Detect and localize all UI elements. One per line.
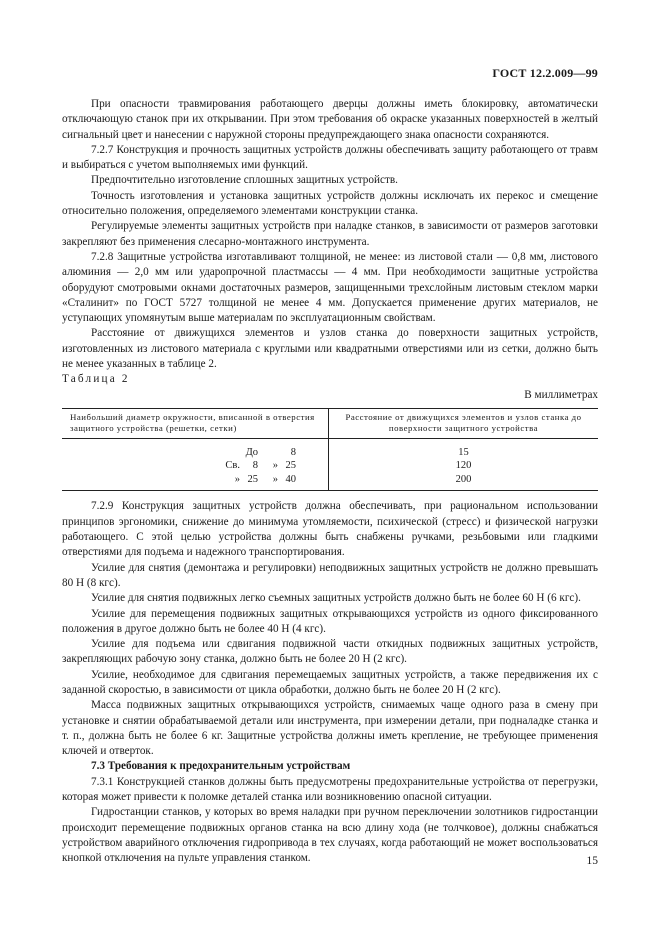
paragraph: Масса подвижных защитных открывающихся устройств, снимаемых чаще одного раза в смену при установке и снятии обрабатываемой детали или инструмента, при измерении детали, при подналадке станка и т. п., должна быть не более 6 кг. Защитные устройства должны иметь крепление, не требующее применения ключей и отверток. bbox=[62, 699, 598, 758]
body-text bbox=[62, 97, 598, 867]
range-prefix: » bbox=[234, 473, 240, 485]
paragraph: Регулируемые элементы защитных устройств при наладке станков, в зависимости от размеров заготовки закрепляют без применения слесарно-монтажного инструмента. bbox=[62, 220, 598, 248]
paragraph: Расстояние от движущихся элементов и узлов станка до поверхности защитных устройств, изготовленных из листового материала с круглыми или квадратными отверстиями или из сетки, должно быть не менее указанных в таблице 2. bbox=[62, 327, 598, 371]
paragraph: Точность изготовления и установка защитных устройств должны исключать их перекос и смещение относительно положения, определяемого элементами конструкции станка. bbox=[62, 189, 598, 218]
table-header-row bbox=[62, 408, 598, 438]
range-mid: » bbox=[272, 473, 278, 485]
range-mid bbox=[258, 446, 278, 460]
page-number: 15 bbox=[586, 855, 598, 867]
range-to: 25 bbox=[285, 460, 296, 472]
paragraph: Усилие для перемещения подвижных защитных открывающихся устройств из одного фиксированного положения в другое должно быть не более 40 Н (4 кгс). bbox=[62, 607, 598, 635]
paragraph: 7.2.8 Защитные устройства изготавливают толщиной, не менее: из листовой стали — 0,8 мм, листового алюминия — 2,0 мм или ударопрочной пластмассы — 4 мм. При необходимости защитные устройства оборудуют смотровыми окнами достаточных размеров, защищенными трехслойным листовым стеклом марки «Сталинит» по ГОСТ 5727 толщиной не менее 4 мм. Допускается применение других материалов, не уступающих упомянутым выше материалам по эксплуатационным свойствам. bbox=[62, 250, 598, 325]
table-col2-header: Расстояние от движущихся элементов и узлов станка до поверхности защитного устройства bbox=[329, 408, 599, 438]
distance-cell bbox=[329, 438, 599, 491]
diameter-range bbox=[62, 446, 328, 460]
paragraph: 7.3.1 Конструкцией станков должны быть предусмотрены предохранительные устройства от перегрузки, которая может привести к поломке деталей станка или возникновению опасной ситуации. bbox=[62, 775, 598, 804]
paragraph: Усилие для снятия (демонтажа и регулировки) неподвижных защитных устройств не должно превышать 80 Н (8 кгс). bbox=[62, 561, 598, 589]
paragraph: 7.2.9 Конструкция защитных устройств должна обеспечивать, при рациональном использовании принципов эргономики, снижение до минимума утомляемости, психической (стресс) и физической нагрузки работающего. С этой целью устройства должны быть снабжены ручками, резьбовыми или гладкими отверстиями для подъема и надежного транспортирования. bbox=[62, 500, 598, 559]
paragraph: Предпочтительно изготовление сплошных защитных устройств. bbox=[91, 174, 398, 187]
range-prefix bbox=[214, 446, 240, 460]
distance-value: 200 bbox=[455, 473, 472, 485]
diameter-cell bbox=[62, 438, 329, 491]
distance-value: 15 bbox=[458, 446, 469, 458]
diameter-range bbox=[62, 459, 328, 473]
range-to: 40 bbox=[285, 473, 296, 485]
table-units: В миллиметрах bbox=[524, 388, 598, 401]
paragraph: Усилие для подъема или сдвигания подвижной части откидных подвижных защитных устройств, закрепляющих рабочую зону станка, должно быть не более 20 Н (2 кгс). bbox=[62, 638, 598, 666]
paragraph: 7.2.7 Конструкция и прочность защитных устройств должны обеспечивать защиту работающего от травм и выбираться с учетом выполняемых ими функций. bbox=[62, 143, 598, 172]
paragraph: Гидростанции станков, у которых во время наладки при ручном переключении золотников гидростанции происходит перемещение подвижных органов станка на всю длину хода (не толчковое), должны снабжаться устройством аварийного отключения гидропривода в тех случаях, когда работающий не может воспользоваться кнопкой отключения на пульте управления станком. bbox=[62, 806, 598, 865]
paragraph: Усилие, необходимое для сдвигания перемещаемых защитных устройств, а также передвижения их с заданной скоростью, в зависимости от цикла обработки, должно быть не более 20 Н (2 кгс). bbox=[62, 668, 598, 696]
table-row bbox=[62, 438, 598, 491]
doc-header: ГОСТ 12.2.009—99 bbox=[492, 66, 598, 80]
distance-value: 120 bbox=[455, 460, 472, 472]
range-from: До bbox=[245, 446, 258, 458]
range-mid: » bbox=[272, 460, 278, 472]
range-to: 8 bbox=[290, 446, 296, 458]
range-from: 25 bbox=[247, 473, 258, 485]
section-heading: 7.3 Требования к предохранительным устройствам bbox=[91, 760, 351, 773]
table-2 bbox=[62, 408, 598, 492]
paragraph: При опасности травмирования работающего дверцы должны иметь блокировку, автоматически отключающую станок при их открывании. При этом требования об окраске указанных поверхностей в желтый сигнальный цвет и нанесении с наружной стороны предупреждающего знака опасности сохраняются. bbox=[62, 98, 598, 141]
range-from: 8 bbox=[252, 460, 258, 472]
table-col1-header: Наибольший диаметр окружности, вписанной в отверстия защитного устройства (решетки, сетки) bbox=[62, 408, 329, 438]
paragraph: Усилие для снятия подвижных легко съемных защитных устройств должно быть не более 60 Н (6 кгс). bbox=[91, 592, 581, 605]
table-caption: Таблица 2 bbox=[62, 373, 130, 386]
diameter-range bbox=[62, 473, 328, 487]
range-prefix: Св. bbox=[225, 460, 240, 472]
